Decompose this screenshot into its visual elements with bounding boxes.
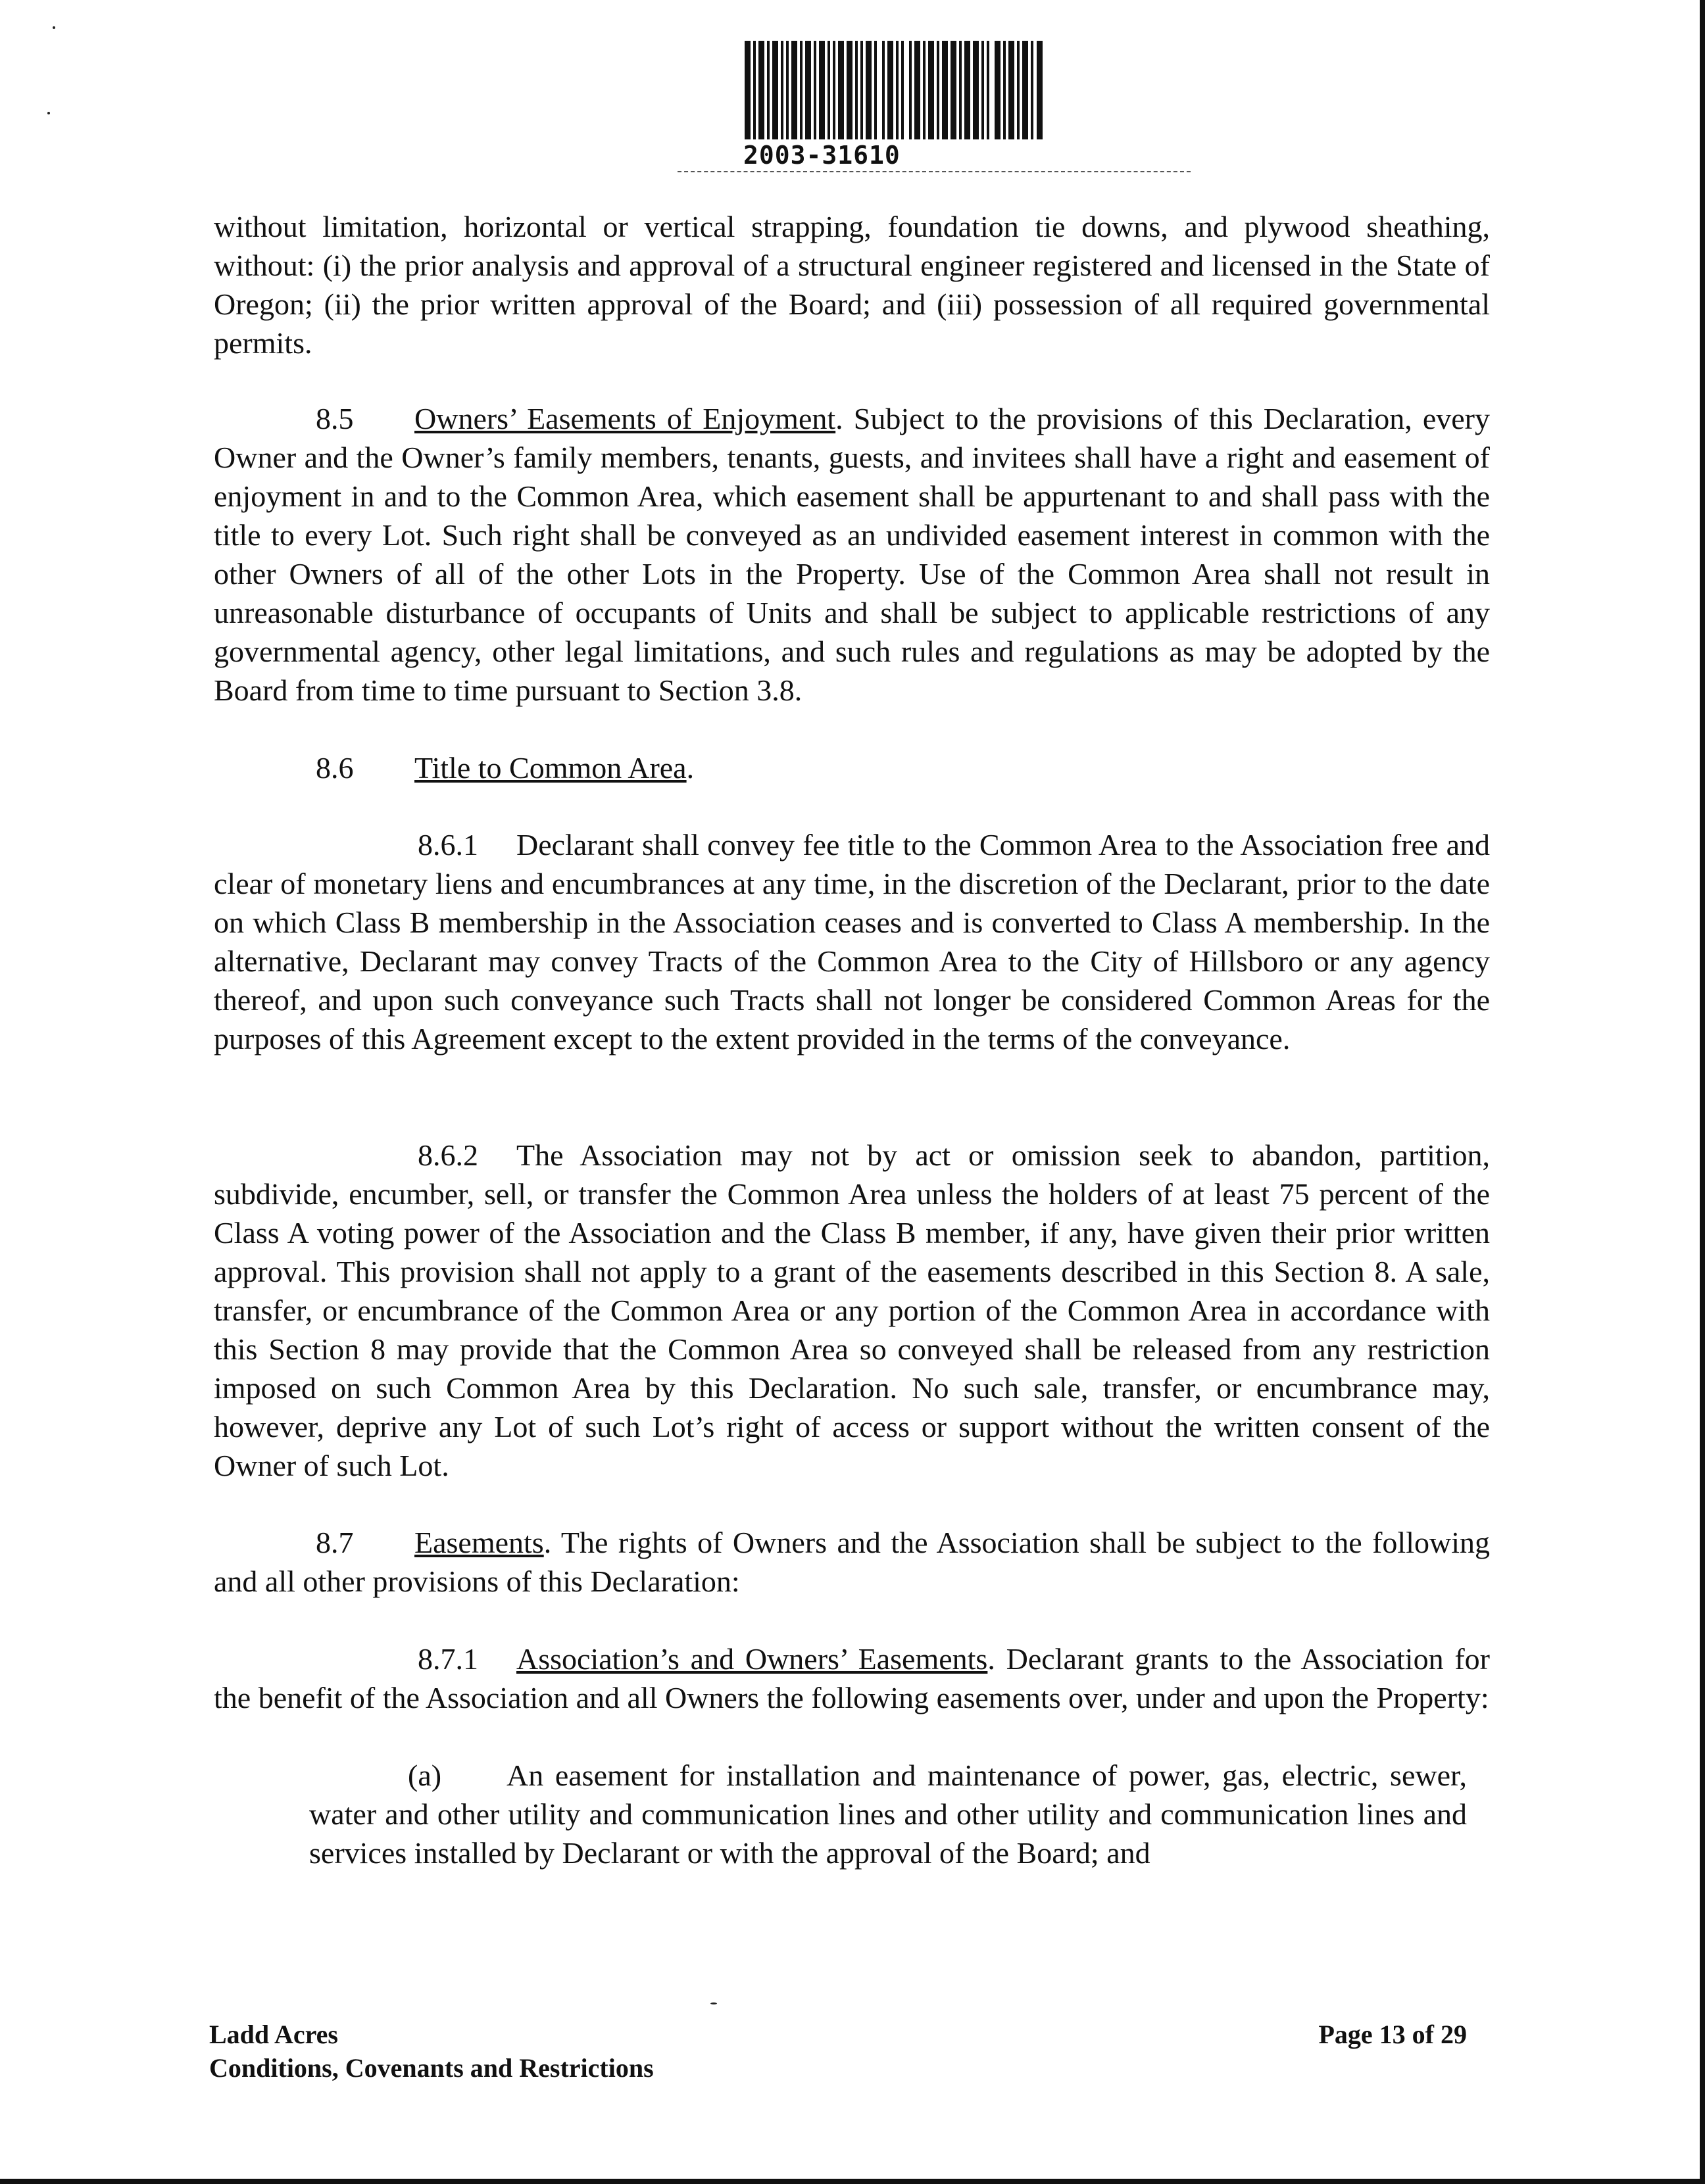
scan-edge-right	[1700, 0, 1705, 2184]
paragraph-continuation: without limitation, horizontal or vertical strapping, foundation tie downs, and plywood sheathing, without: (i) the prior analysis and approval of a structural engineer registered and licensed in the State of Oregon; (ii) the prior written approval of the Board; and (iii) possession of all required governmental permits.	[214, 210, 1490, 360]
section-number: 8.6.1	[418, 828, 478, 861]
section-number: 8.6.2	[418, 1138, 478, 1172]
section-8-6-2	[214, 1136, 1490, 1485]
section-text: . Subject to the provisions of this Declaration, every Owner and the Owner’s family members, tenants, guests, and invitees shall have a right and easement of enjoyment in and to the Common Area, which easement shall be appurtenant to and shall pass with the title to every Lot. Such right shall be conveyed as an undivided easement interest in common with the other Owners of all of the other Lots in the Property. Use of the Common Area shall not result in unreasonable disturbance of occupants of Units and shall be subject to applicable restrictions of any governmental agency, other legal limitations, and such rules and regulations as may be adopted by the Board from time to time pursuant to Section 3.8.	[214, 402, 1490, 707]
footer-document-info	[209, 2018, 654, 2085]
recording-number: 2003-31610	[743, 141, 901, 170]
section-8-7	[214, 1523, 1490, 1601]
scan-speck	[710, 2002, 717, 2004]
scan-speck	[47, 112, 50, 114]
section-number: 8.7.1	[418, 1642, 478, 1676]
section-number: 8.7	[316, 1526, 354, 1559]
recording-barcode-block	[743, 41, 1046, 179]
list-item-text: An easement for installation and maintenance of power, gas, electric, sewer, water and other utility and communication lines and other utility and communication lines and services installed by Declarant or with the approval of the Board; and	[309, 1759, 1467, 1870]
section-number: 8.6	[316, 751, 354, 785]
section-text: Declarant shall convey fee title to the Common Area to the Association free and clear of monetary liens and encumbrances at any time, in the discretion of the Declarant, prior to the date on which Class B membership in the Association ceases and is converted to Class A membership. In the alternative, Declarant may convey Tracts of the Common Area to the City of Hillsboro or any agency thereof, and upon such conveyance such Tracts shall not longer be considered Common Areas for the purposes of this Agreement except to the extent provided in the terms of the conveyance.	[214, 828, 1490, 1056]
list-item-label: (a)	[408, 1759, 442, 1792]
section-title: Easements	[414, 1526, 544, 1559]
footer-project-name: Ladd Acres	[209, 2020, 338, 2049]
barcode-icon	[743, 41, 1046, 139]
list-item-a	[309, 1756, 1467, 1872]
section-8-6-1	[214, 825, 1490, 1058]
section-text: . The rights of Owners and the Association shall be subject to the following and all other provisions of this Declaration:	[214, 1526, 1490, 1598]
section-8-6	[214, 748, 1490, 787]
section-8-7-1	[214, 1639, 1490, 1717]
section-text: .	[686, 751, 695, 785]
footer-document-title: Conditions, Covenants and Restrictions	[209, 2053, 654, 2083]
recording-underline	[678, 171, 1191, 172]
scan-speck	[53, 26, 55, 29]
section-title: Title to Common Area	[414, 751, 687, 785]
section-text: . Declarant grants to the Association for the benefit of the Association and all Owners the following easements over, under and upon the Property:	[214, 1642, 1490, 1714]
scan-edge-bottom	[0, 2179, 1705, 2184]
footer-page-number: Page 13 of 29	[1318, 2020, 1467, 2049]
section-title: Association’s and Owners’ Easements	[516, 1642, 988, 1676]
section-8-5	[214, 399, 1490, 710]
section-text: The Association may not by act or omission seek to abandon, partition, subdivide, encumber, sell, or transfer the Common Area unless the holders of at least 75 percent of the Class A voting power of the Association and the Class B member, if any, have given their prior written approval. This provision shall not apply to a grant of the easements described in this Section 8. A sale, transfer, or encumbrance of the Common Area or any portion of the Common Area in accordance with this Section 8 may provide that the Common Area so conveyed shall be released from any restriction imposed on such Common Area by this Declaration. No such sale, transfer, or encumbrance may, however, deprive any Lot of such Lot’s right of access or support without the written consent of the Owner of such Lot.	[214, 1138, 1490, 1482]
section-title: Owners’ Easements of Enjoyment	[414, 402, 836, 435]
section-number: 8.5	[316, 402, 354, 435]
